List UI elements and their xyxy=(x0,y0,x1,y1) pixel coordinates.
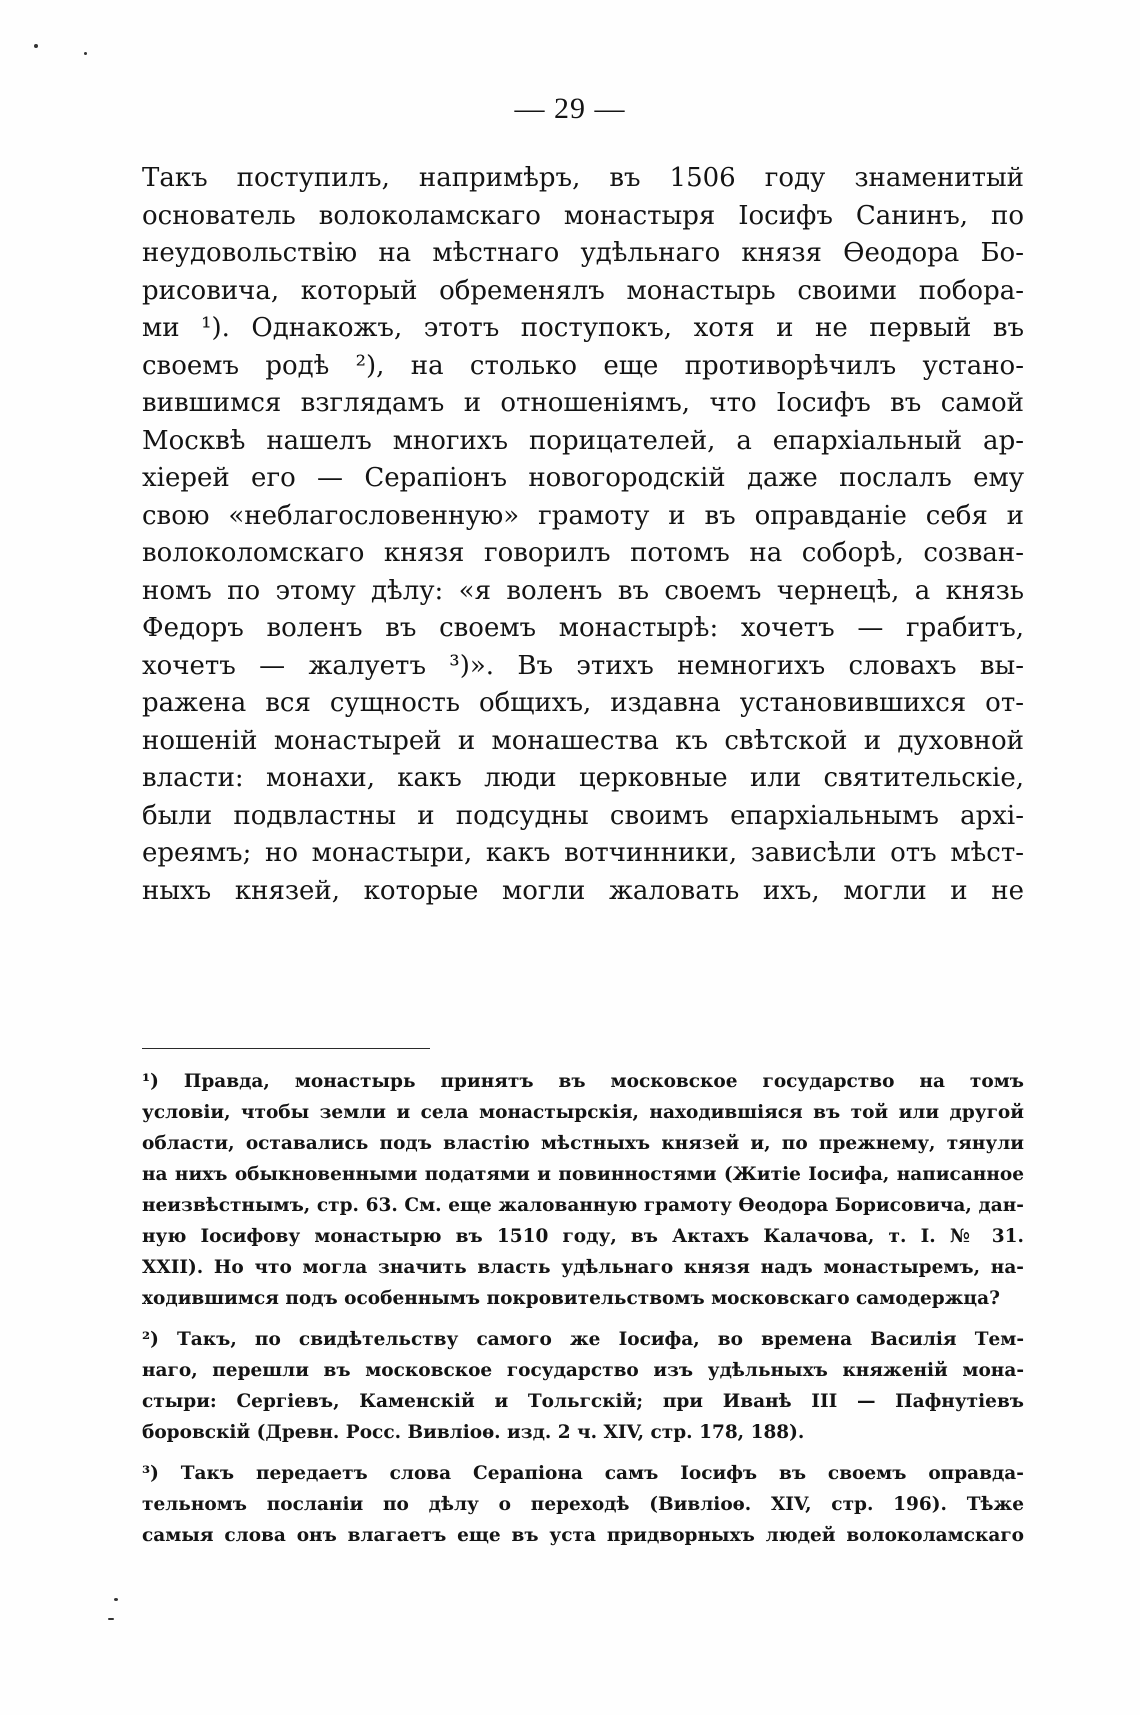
text-line: своемъ родѣ ²), на столько еще противорѣчилъ устано- xyxy=(142,350,1024,381)
footnote-line: условіи, чтобы земли и села монастырскія, находившіяся въ той или другой xyxy=(142,1102,1024,1123)
footnote-separator xyxy=(142,1048,430,1049)
scan-speck xyxy=(114,1598,118,1601)
text-line: были подвластны и подсудны своимъ епархіальнымъ архі- xyxy=(142,800,1024,831)
footnote-1-first-line xyxy=(142,1066,1024,1097)
text-line: ереямъ; но монастыри, какъ вотчинники, зависѣли отъ мѣст- xyxy=(142,838,1024,868)
text-line: свою «неблагословенную» грамоту и въ оправданіе себя и xyxy=(142,500,1024,531)
footnote-mark: ³) xyxy=(142,1463,159,1484)
footnotes xyxy=(142,1066,1024,1551)
footnote-line: самыя слова онъ влагаетъ еще въ уста придворныхъ людей волоколамскаго xyxy=(142,1525,1024,1546)
footnote-line: XXII). Но что могла значить власть удѣльнаго князя надъ монастыремъ, на- xyxy=(142,1257,1024,1278)
footnote-line: ходившимся подъ особеннымъ покровительствомъ московскаго самодержца? xyxy=(142,1288,1000,1309)
text-line: неудовольствію на мѣстнаго удѣльнаго князя Ѳеодора Бо- xyxy=(142,238,1024,268)
text-line: ныхъ князей, которые могли жаловать ихъ, могли и не xyxy=(142,875,1024,906)
text-line: ношеній монастырей и монашества къ свѣтской и духовной xyxy=(142,725,1024,756)
footnote-line: наго, перешли въ московское государство изъ удѣльныхъ княженій мона- xyxy=(142,1360,1024,1381)
text-line: власти: монахи, какъ люди церковные или святительскіе, xyxy=(142,763,1024,793)
footnote-line: ную Іосифову монастырю въ 1510 году, въ Актахъ Калачова, т. I. № 31. xyxy=(142,1226,1024,1247)
scan-speck xyxy=(34,44,38,48)
text-line: вившимся взглядамъ и отношеніямъ, что Іосифъ въ самой xyxy=(142,388,1024,418)
text-line: номъ по этому дѣлу: «я воленъ въ своемъ чернецѣ, а князь xyxy=(142,575,1024,606)
text-line: ми ¹). Однакожъ, этотъ поступокъ, хотя и не первый въ xyxy=(142,313,1024,343)
footnote-line: неизвѣстнымъ, стр. 63. См. еще жалованную грамоту Ѳеодора Борисовича, дан- xyxy=(142,1195,1024,1216)
text-line: Москвѣ нашелъ многихъ порицателей, а епархіальный ар- xyxy=(142,425,1024,456)
footnote-text: Такъ передаетъ слова Серапіона самъ Іосифъ въ своемъ оправда- xyxy=(180,1463,1024,1484)
footnote-mark: ²) xyxy=(142,1329,159,1350)
footnote-text: Правда, монастырь принятъ въ московское государство на томъ xyxy=(183,1071,1024,1092)
footnote-line: боровскій (Древн. Росс. Вивліоѳ. изд. 2 ч. XIV, стр. 178, 188). xyxy=(142,1422,805,1443)
page-number: — 29 — xyxy=(514,92,626,125)
text-line: Такъ поступилъ, напримѣръ, въ 1506 году знаменитый xyxy=(142,163,1024,193)
footnote-3-first-line xyxy=(142,1458,1024,1489)
text-line: рисовича, который обременялъ монастырь своими побора- xyxy=(142,275,1024,306)
text-line: ражена вся сущность общихъ, издавна установившихся от- xyxy=(142,688,1024,718)
footnote-line: тельномъ посланіи по дѣлу о переходѣ (Вивліоѳ. XIV, стр. 196). Тѣже xyxy=(142,1494,1024,1515)
footnote-2-first-line xyxy=(142,1324,1024,1355)
scan-speck xyxy=(84,52,87,55)
main-text xyxy=(142,160,1024,910)
footnote-text: Такъ, по свидѣтельству самого же Іосифа, во времена Василія Тем- xyxy=(177,1329,1024,1350)
text-line: основатель волоколамскаго монастыря Іосифъ Санинъ, по xyxy=(142,200,1024,231)
footnote-line: на нихъ обыкновенными податями и повинностями (Житіе Іосифа, написанное xyxy=(142,1164,1024,1185)
text-line: волоколомскаго князя говорилъ потомъ на соборѣ, созван- xyxy=(142,538,1024,568)
text-line: Федоръ воленъ въ своемъ монастырѣ: хочетъ — грабитъ, xyxy=(142,613,1024,643)
footnote-line: области, оставались подъ властію мѣстныхъ князей и, по прежнему, тянули xyxy=(142,1133,1024,1154)
scan-speck xyxy=(108,1618,114,1620)
text-line: хочетъ — жалуетъ ³)». Въ этихъ немногихъ словахъ вы- xyxy=(142,650,1024,681)
footnote-line: стыри: Сергіевъ, Каменскій и Тольгскій; при Иванѣ III — Пафнутіевъ xyxy=(142,1391,1024,1412)
footnote-mark: ¹) xyxy=(142,1071,159,1092)
text-line: хіерей его — Серапіонъ новогородскій даже послалъ ему xyxy=(142,463,1024,493)
